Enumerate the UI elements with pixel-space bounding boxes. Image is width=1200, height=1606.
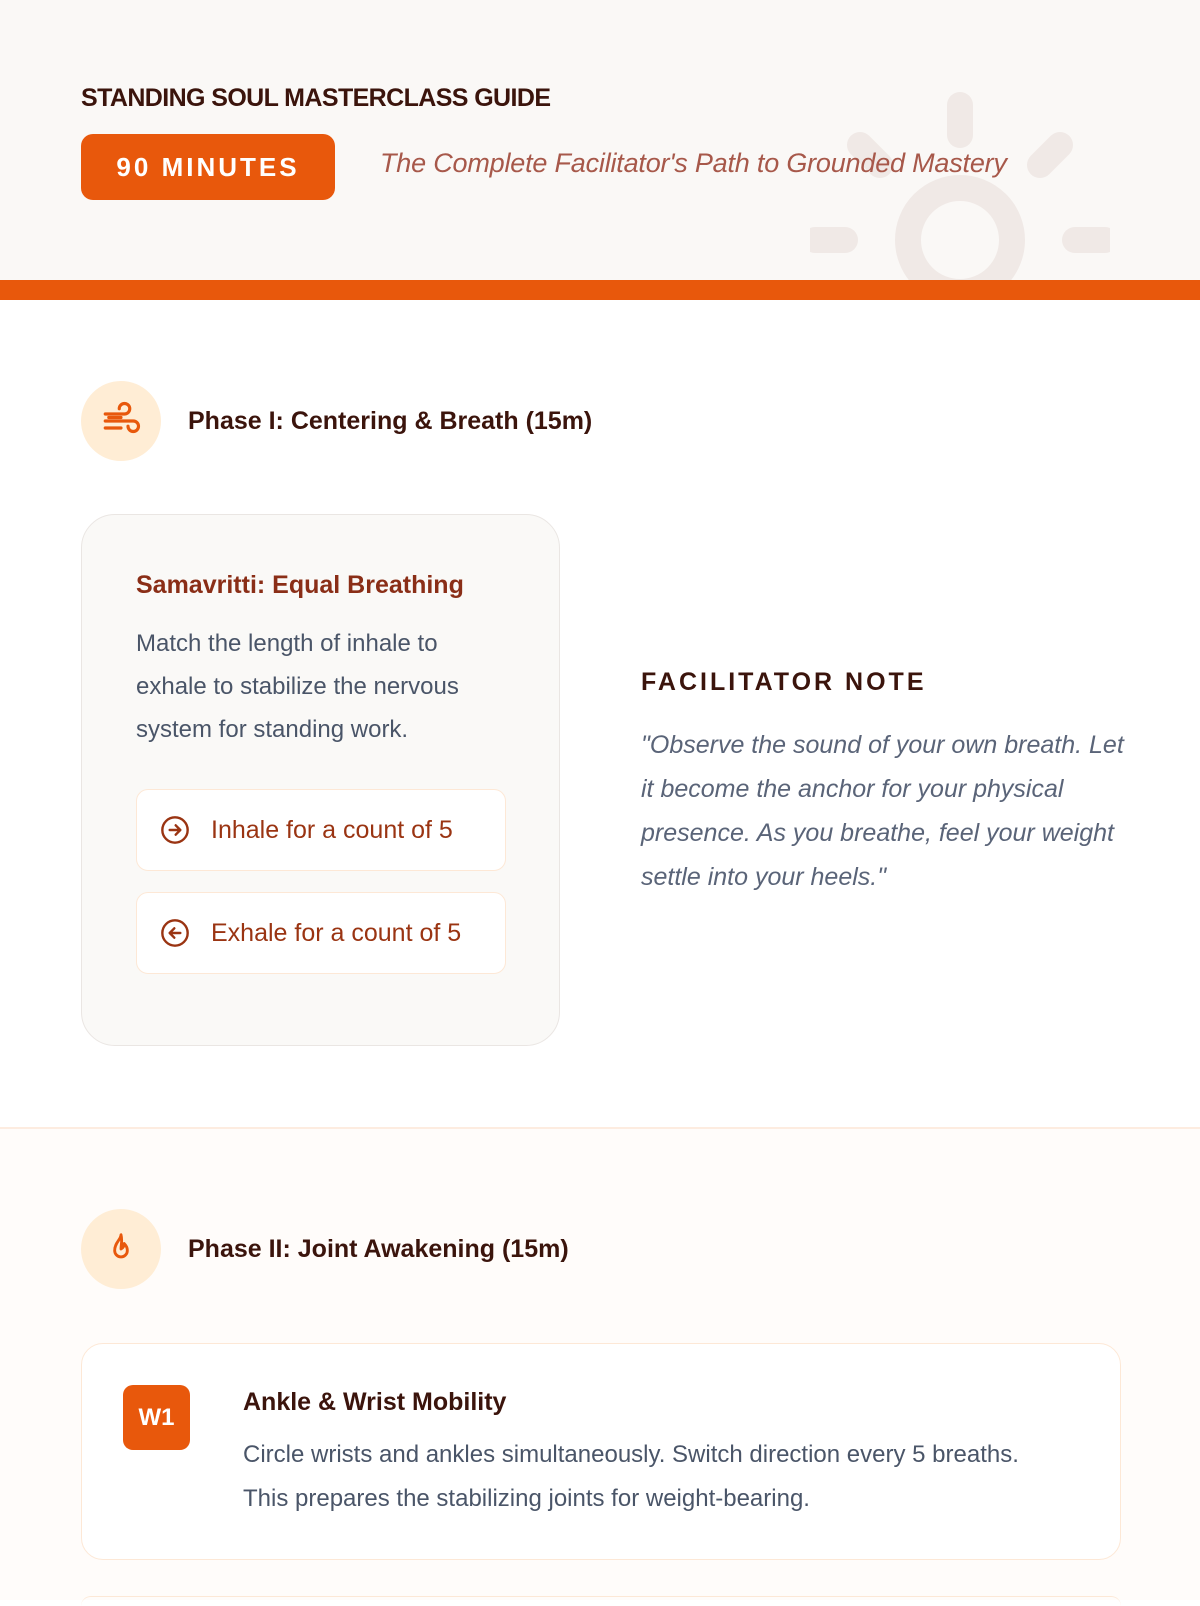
note-quote: "Observe the sound of your own breath. Let it become the anchor for your physical presence. As you breathe, feel your weight settle into your heels." [641,731,1124,891]
technique-title: Samavritti: Equal Breathing [136,571,464,599]
phase-1-title: Phase I: Centering & Breath (15m) [188,406,593,435]
duration-badge: 90 MINUTES [81,134,335,200]
technique-description: Match the length of inhale to exhale to stabilize the nervous system for standing work. [136,630,459,743]
exercise-title: Ankle & Wrist Mobility [243,1388,507,1416]
facilitator-note [641,668,1141,899]
page-title: STANDING SOUL MASTERCLASS GUIDE [81,84,551,112]
page-subtitle: The Complete Facilitator's Path to Grounded Mastery [380,148,1007,178]
header-accent-bar [0,280,1200,300]
phase-2-title: Phase II: Joint Awakening (15m) [188,1234,569,1263]
exercise-card [81,1343,1121,1560]
page-header [0,0,1200,280]
inhale-step-label: Inhale for a count of 5 [211,815,453,844]
exhale-step [136,892,506,974]
arrow-left-circle-icon [159,917,191,949]
flame-icon [81,1209,161,1289]
next-exercise-card-edge [81,1596,1121,1606]
exercise-description: Circle wrists and ankles simultaneously. Switch direction every 5 breaths. This prepares the stabilizing joints for weight-bearing. [243,1441,1019,1512]
exercise-badge: W1 [123,1385,190,1450]
exhale-step-label: Exhale for a count of 5 [211,918,462,947]
breathing-technique-card [81,514,560,1046]
phase-2-heading [81,1209,569,1289]
note-label: FACILITATOR NOTE [641,668,927,696]
arrow-right-circle-icon [159,814,191,846]
wind-icon [81,381,161,461]
phase-1-heading [81,381,592,461]
sun-icon [810,90,1110,280]
inhale-step [136,789,506,871]
